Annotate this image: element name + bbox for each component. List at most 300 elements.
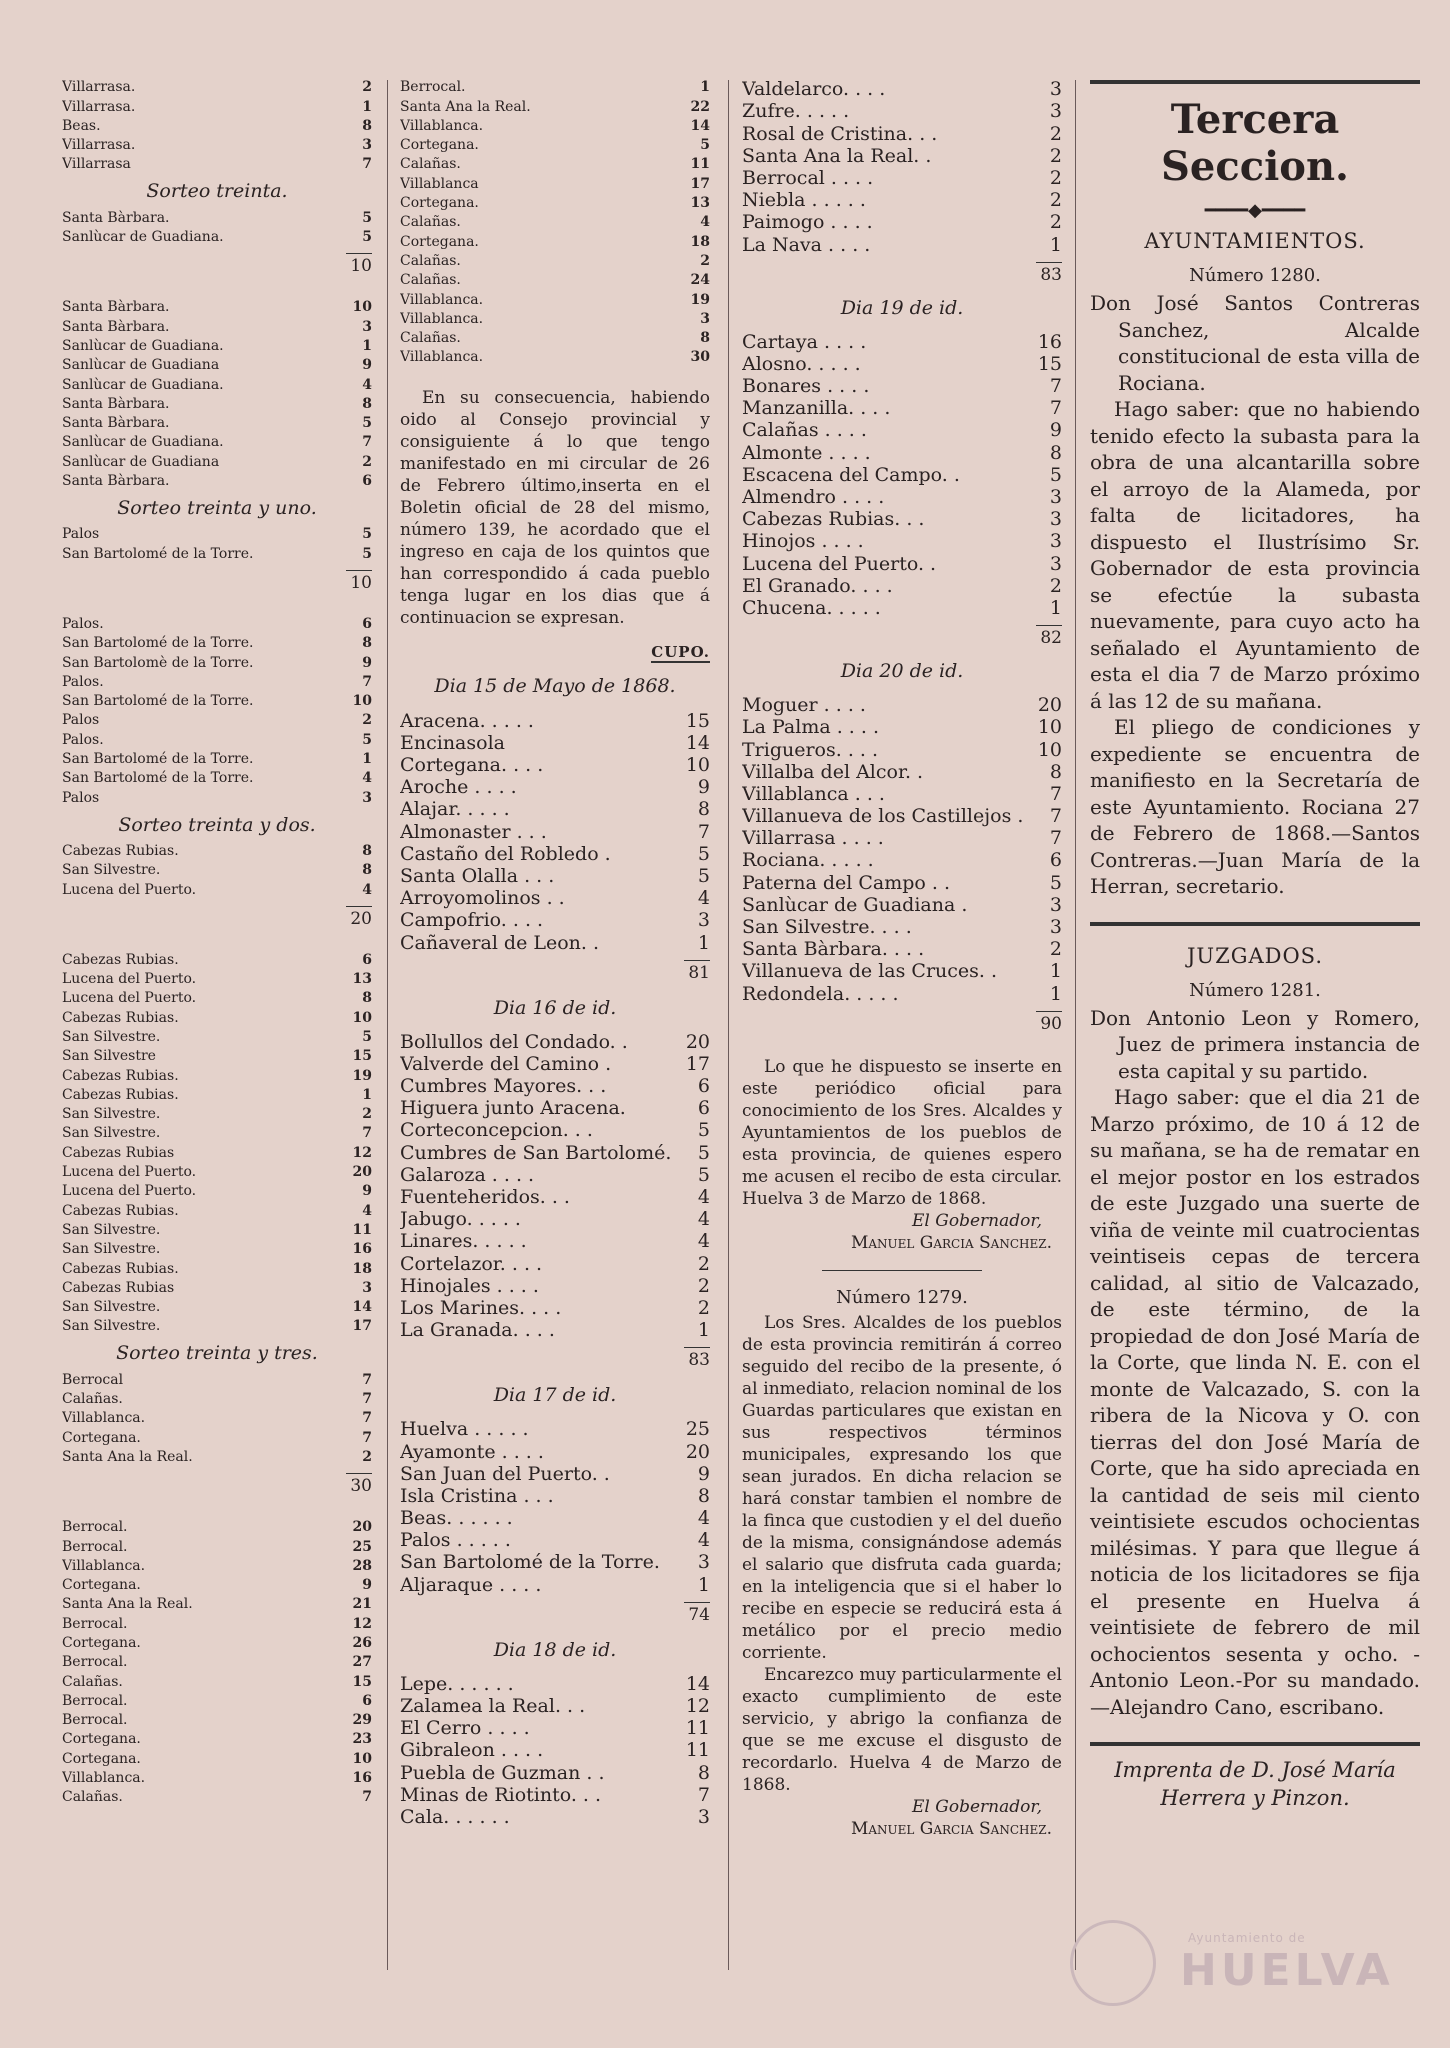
list-row <box>742 849 1062 871</box>
circular-paragraph: En su consecuencia, habiendo oido al Consejo provincial y consiguiente á lo que tengo manifestado en mi circular de 26 de Febrero último,inserta en el Boletin oficial de 28 del mismo, número 139, he acordado que el ingreso en caja de los quintos que han correspondido á cada pueblo tenga lugar en los dias que á continuacion se expresan. <box>400 388 710 629</box>
list-row <box>62 1537 372 1556</box>
draft-number: 24 <box>690 272 710 289</box>
place-name: Villablanca. <box>400 349 484 366</box>
place-name: Berrocal. <box>62 1692 128 1709</box>
draft-number: 25 <box>685 1418 710 1441</box>
list-row <box>62 208 372 227</box>
list-row <box>400 97 710 116</box>
draft-number: 7 <box>362 1391 372 1408</box>
place-name: Villablanca. <box>62 1557 146 1574</box>
draft-number: 2 <box>362 1106 372 1123</box>
list-row <box>62 337 372 356</box>
place-name: Castaño del Robledo . <box>400 842 611 865</box>
list-row <box>400 174 710 193</box>
draft-number: 2 <box>1049 189 1062 212</box>
draft-number: 13 <box>352 971 372 988</box>
draft-number: 6 <box>362 1692 372 1709</box>
list-row <box>62 1576 372 1595</box>
draft-number: 8 <box>1049 760 1062 783</box>
place-name: Santa Ana la Real. <box>62 1448 193 1465</box>
place-name: Santa Bàrbara. . . . <box>742 938 925 961</box>
draft-number: 9 <box>697 1462 710 1485</box>
place-name: Higuera junto Aracena. <box>400 1097 626 1120</box>
group-total <box>400 1596 710 1625</box>
place-name: Beas. . . . . . <box>400 1507 513 1530</box>
list-row <box>400 78 710 97</box>
place-name: Calañas. <box>400 156 461 173</box>
place-name: El Cerro . . . . <box>400 1717 530 1740</box>
draft-number: 20 <box>352 1519 372 1536</box>
place-name: Cala. . . . . . <box>400 1805 510 1828</box>
list-row <box>62 317 372 336</box>
list-row <box>400 290 710 309</box>
list-row <box>62 433 372 452</box>
notice-body: Los Sres. Alcaldes de los pueblos de esta provincia remitirán á correo seguido del recibo de la presente, ó al inmediato, relacion nominal de los Guardas particulares que existan en sus respectivos términos municipales, expresando los que sean jurados. En dicha relacion se hará constar tambien el nombre de la finca que custodien y el del dueño de la misma, consignándose además el salario que disfruta cada guarda; en la inteligencia que si el haber lo recibe en especie se reducirá esta á metálico por el precio medio corriente. <box>742 1312 1062 1663</box>
list-row <box>742 960 1062 982</box>
place-name: Sanlùcar de Guadiana. <box>62 337 224 354</box>
place-name: Cartaya . . . . <box>742 330 867 353</box>
draft-number: 8 <box>697 1761 710 1784</box>
list-row <box>62 1692 372 1711</box>
place-name: La Nava . . . . <box>742 233 871 256</box>
list-row <box>62 1370 372 1389</box>
place-name: Linares. . . . . <box>400 1230 527 1253</box>
draft-number: 7 <box>362 1410 372 1427</box>
place-name: Calañas . . . . <box>742 419 867 442</box>
place-name: Calañas. <box>62 1391 123 1408</box>
day-list <box>400 709 710 953</box>
list-row <box>742 530 1062 552</box>
list-row <box>742 211 1062 233</box>
place-name: Villablanca. <box>400 117 484 134</box>
list-row <box>400 1551 710 1573</box>
place-name: San Silvestre. <box>62 1318 161 1335</box>
day-list <box>742 78 1062 256</box>
place-name: Chucena. . . . . <box>742 596 881 619</box>
draft-number: 5 <box>1049 871 1062 894</box>
watermark-text: HUELVA <box>1180 1945 1394 1996</box>
list-row <box>62 1711 372 1730</box>
draft-number: 10 <box>352 299 372 316</box>
place-name: Calañas. <box>400 272 461 289</box>
list-row <box>742 827 1062 849</box>
draft-number: 14 <box>685 1672 710 1695</box>
draft-number: 20 <box>685 1030 710 1053</box>
place-name: Villalba del Alcor. . <box>742 760 924 783</box>
list-row <box>62 452 372 471</box>
place-name: Gibraleon . . . . <box>400 1739 544 1762</box>
day-list <box>742 331 1062 619</box>
draft-number: 23 <box>352 1731 372 1748</box>
list-row <box>742 464 1062 486</box>
draft-number: 4 <box>362 770 372 787</box>
notice-body: Encarezco muy particularmente el exacto cumplimiento de este servicio, y abrigo la confianza de que se me excuse el disgusto de recordarlo. Huelva 4 de Marzo de 1868. <box>742 1664 1062 1795</box>
list-row <box>62 1409 372 1428</box>
notice-body: Hago saber: que el dia 21 de Marzo próximo, de 10 á 12 de su mañana, se ha de rematar en el mejor postor en los estrados de este Juzgado una suerte de viña de veinte mil cuatrocientas veintiseis cepas de tercera calidad, al sitio de Valcazado, de este término, de la propiedad de don José María de la Corte, que linda N. E. con el monte de Valcazado, S. con la ribera de la Nicova y O. con tierras del don José María de Corte, que ha sido apreciada en la cantidad de seis mil ciento veintisiete escudos ochocientas milésimas. Y para que llegue á noticia de los licitadores se fija el presente en Huelva á veintisiete de febrero de mil ochocientos sesenta y ocho. -Antonio Leon.-Por su mandado.—Alejandro Cano, escribano. <box>1090 1085 1420 1719</box>
draft-number: 7 <box>697 1783 710 1806</box>
list-row <box>400 1806 710 1828</box>
draft-number: 5 <box>362 415 372 432</box>
list-row <box>62 1749 372 1768</box>
place-name: Galaroza . . . . <box>400 1163 535 1186</box>
draft-number: 28 <box>352 1557 372 1574</box>
list-row <box>62 880 372 899</box>
place-name: Palos <box>62 789 100 806</box>
list-row <box>62 788 372 807</box>
place-name: Redondela. . . . . <box>742 982 899 1005</box>
draft-number: 4 <box>697 1208 710 1231</box>
draft-number: 9 <box>362 1577 372 1594</box>
place-name: Cortegana. <box>400 195 479 212</box>
signature-name: Manuel Garcia Sanchez. <box>850 1232 1052 1253</box>
list-row <box>400 213 710 232</box>
draft-number: 4 <box>362 376 372 393</box>
list-row <box>62 525 372 544</box>
list-row <box>400 310 710 329</box>
list-row <box>400 1275 710 1297</box>
list-row <box>742 145 1062 167</box>
place-name: San Bartolomé de la Torre. <box>62 770 254 787</box>
draft-number: 5 <box>697 1119 710 1142</box>
place-name: Encinasola <box>400 731 505 754</box>
draft-number: 20 <box>352 1164 372 1181</box>
list-row <box>62 1557 372 1576</box>
draft-number: 3 <box>1049 78 1062 101</box>
draft-number: 5 <box>362 545 372 562</box>
draft-number: 1 <box>362 1086 372 1103</box>
place-name: Sanlùcar de Guadiana. <box>62 376 224 393</box>
draft-number: 1 <box>1049 596 1062 619</box>
list-row <box>400 1739 710 1761</box>
list-row <box>62 1028 372 1047</box>
place-name: San Silvestre. <box>62 1299 161 1316</box>
place-name: Santa Ana la Real. . <box>742 144 932 167</box>
notice-header: Don José Santos Contreras Sanchez, Alcalde constitucional de esta villa de Rociana. <box>1090 291 1420 395</box>
draft-number: 1 <box>700 79 710 96</box>
group-total <box>742 256 1062 285</box>
draft-continuation <box>400 78 710 367</box>
draft-number: 1 <box>362 98 372 115</box>
list-row <box>742 894 1062 916</box>
total-value: 20 <box>346 906 372 929</box>
place-name: Lucena del Puerto. <box>62 1183 197 1200</box>
place-name: Santa Bàrbara. <box>62 299 170 316</box>
draft-number: 3 <box>362 789 372 806</box>
place-name: Palos <box>62 712 100 729</box>
draft-number: 2 <box>697 1296 710 1319</box>
total-value: 81 <box>684 960 710 983</box>
draft-number: 15 <box>352 1673 372 1690</box>
list-row <box>400 271 710 290</box>
draft-number: 20 <box>1037 694 1062 717</box>
draft-number: 3 <box>362 318 372 335</box>
place-name: Villablanca. <box>400 291 484 308</box>
place-name: Berrocal. <box>400 79 466 96</box>
draft-number: 16 <box>352 1241 372 1258</box>
draft-number: 8 <box>1049 441 1062 464</box>
column-divider <box>728 80 729 1970</box>
list-row <box>400 1252 710 1274</box>
total-value: 10 <box>346 570 372 593</box>
list-row <box>400 1784 710 1806</box>
list-row <box>62 228 372 247</box>
list-row <box>742 419 1062 441</box>
draft-number: 3 <box>697 1805 710 1828</box>
draft-number: 1 <box>362 751 372 768</box>
section-rule <box>1090 80 1420 84</box>
place-name: Cabezas Rubias <box>62 1279 175 1296</box>
place-name: San Bartolomé de la Torre. <box>62 693 254 710</box>
list-row <box>62 117 372 136</box>
place-name: Calañas. <box>400 252 461 269</box>
draft-number: 7 <box>362 434 372 451</box>
list-row <box>62 1298 372 1317</box>
place-name: Alajar. . . . . <box>400 798 510 821</box>
draft-number: 1 <box>1049 233 1062 256</box>
draft-number: 7 <box>697 820 710 843</box>
draft-number: 1 <box>697 1319 710 1342</box>
draft-number: 12 <box>352 1615 372 1632</box>
place-name: Palos . . . . . <box>400 1529 511 1552</box>
list-row <box>400 1463 710 1485</box>
list-row <box>742 938 1062 960</box>
place-name: Rosal de Cristina. . . <box>742 122 938 145</box>
list-row <box>742 397 1062 419</box>
list-row <box>400 1319 710 1341</box>
place-name: Berrocal. <box>62 1519 128 1536</box>
list-row <box>400 252 710 271</box>
list-row <box>62 136 372 155</box>
list-row <box>62 356 372 375</box>
draft-number: 3 <box>700 310 710 327</box>
notice-number: Número 1281. <box>1189 979 1321 1001</box>
spacer <box>62 929 372 951</box>
draft-number: 29 <box>352 1712 372 1729</box>
place-name: Zufre. . . . . <box>742 100 850 123</box>
draft-number: 11 <box>685 1717 710 1740</box>
draft-number: 14 <box>690 117 710 134</box>
list-row <box>742 233 1062 255</box>
place-name: Lucena del Puerto. <box>62 1164 197 1181</box>
list-row <box>62 97 372 116</box>
place-name: Huelva . . . . . <box>400 1418 529 1441</box>
place-name: Cabezas Rubias. <box>62 1067 179 1084</box>
juzgados-heading: JUZGADOS. <box>1186 943 1323 968</box>
list-row <box>400 1141 710 1163</box>
draft-number: 15 <box>352 1048 372 1065</box>
column-divider <box>387 80 388 1970</box>
day-list <box>400 1673 710 1828</box>
place-name: Berrocal. <box>62 1712 128 1729</box>
list-row <box>742 331 1062 353</box>
place-name: Corteconcepcion. . . <box>400 1119 593 1142</box>
draft-number: 4 <box>700 214 710 231</box>
place-name: Santa Ana la Real. <box>62 1596 193 1613</box>
place-name: Alosno. . . . . <box>742 352 861 375</box>
draft-number: 8 <box>362 395 372 412</box>
place-name: Lepe. . . . . . <box>400 1672 514 1695</box>
list-row <box>62 1614 372 1633</box>
list-row <box>62 730 372 749</box>
list-row <box>62 1221 372 1240</box>
day-heading: Dia 15 de Mayo de 1868. <box>434 675 676 698</box>
draft-number: 7 <box>1049 805 1062 828</box>
signature-role: El Gobernador, <box>912 1796 1042 1817</box>
list-row <box>742 552 1062 574</box>
list-row <box>742 441 1062 463</box>
group-total <box>400 954 710 983</box>
place-name: Los Marines. . . . <box>400 1296 562 1319</box>
imprint-line: Herrera y Pinzon. <box>1160 1786 1350 1810</box>
draft-number: 1 <box>697 931 710 954</box>
place-name: Villanueva de las Cruces. . <box>742 960 998 983</box>
draft-number: 2 <box>1049 574 1062 597</box>
place-name: Villablanca . . . <box>742 782 885 805</box>
ayuntamientos-heading: AYUNTAMIENTOS. <box>1144 229 1366 253</box>
list-row <box>62 1066 372 1085</box>
list-row <box>400 1075 710 1097</box>
draft-number: 17 <box>352 1318 372 1335</box>
place-name: Cortegana. <box>62 1635 141 1651</box>
list-row <box>400 732 710 754</box>
list-row <box>400 909 710 931</box>
draft-number: 11 <box>352 1221 372 1238</box>
place-name: Bollullos del Condado. . <box>400 1030 628 1053</box>
list-row <box>62 1788 372 1807</box>
draft-number: 5 <box>697 1163 710 1186</box>
list-row <box>400 1097 710 1119</box>
draft-number: 7 <box>1049 375 1062 398</box>
place-name: Santa Bàrbara. <box>62 473 170 490</box>
column-2-cupo-list <box>400 78 710 1828</box>
list-row <box>62 615 372 634</box>
draft-number: 2 <box>1049 938 1062 961</box>
list-row <box>62 1105 372 1124</box>
list-row <box>400 1053 710 1075</box>
list-row <box>62 1143 372 1162</box>
place-name: Cabezas Rubias. <box>62 1009 179 1026</box>
place-name: San Silvestre. <box>62 1241 161 1258</box>
list-row <box>62 769 372 788</box>
place-name: Villarrasa. <box>62 79 136 96</box>
place-name: La Granada. . . . <box>400 1319 555 1342</box>
day-list <box>400 1418 710 1596</box>
draft-number: 19 <box>690 291 710 308</box>
total-value: 90 <box>1036 1011 1062 1034</box>
place-name: San Bartolomé de la Torre. <box>62 545 254 562</box>
draft-number: 4 <box>697 1230 710 1253</box>
total-value: 30 <box>346 1473 372 1496</box>
draft-number: 8 <box>700 330 710 347</box>
draft-number: 17 <box>685 1052 710 1075</box>
place-name: Santa Bàrbara. <box>62 209 170 226</box>
place-name: Cortelazor. . . . <box>400 1252 543 1275</box>
place-name: Almonte . . . . <box>742 441 871 464</box>
section-rule <box>1090 1742 1420 1746</box>
place-name: Campofrio. . . . <box>400 909 544 932</box>
draft-number: 7 <box>362 1429 372 1446</box>
draft-number: 5 <box>1049 463 1062 486</box>
draft-number: 3 <box>1049 486 1062 508</box>
place-name: Escacena del Campo. . <box>742 463 960 486</box>
list-row <box>400 1164 710 1186</box>
draft-number: 10 <box>352 1009 372 1026</box>
draft-number: 10 <box>685 754 710 777</box>
list-row <box>742 716 1062 738</box>
place-name: San Bartolomè de la Torre. <box>62 654 254 671</box>
place-name: San Silvestre. . . . <box>742 916 912 938</box>
total-value: 82 <box>1036 625 1062 648</box>
draft-number: 10 <box>352 1750 372 1767</box>
place-name: Paterna del Campo . . <box>742 871 950 894</box>
draft-number: 3 <box>1049 552 1062 575</box>
place-name: Cortegana. <box>400 137 479 154</box>
place-name: Villarrasa. <box>62 98 136 115</box>
draft-number: 3 <box>1049 916 1062 938</box>
draft-number: 16 <box>1037 330 1062 353</box>
list-row <box>400 1418 710 1440</box>
draft-number: 13 <box>690 195 710 212</box>
draft-number: 6 <box>362 473 372 490</box>
place-name: Beas. <box>62 117 101 134</box>
place-name: San Juan del Puerto. . <box>400 1462 610 1485</box>
list-row <box>62 1428 372 1447</box>
list-row <box>742 78 1062 100</box>
place-name: Bonares . . . . <box>742 375 870 398</box>
spacer <box>62 276 372 298</box>
draft-number: 20 <box>685 1440 710 1463</box>
place-name: Lucena del Puerto. <box>62 881 197 898</box>
list-row <box>742 982 1062 1004</box>
place-name: Berrocal. <box>62 1538 128 1555</box>
list-row <box>400 1440 710 1462</box>
draft-number: 5 <box>697 842 710 865</box>
draft-number: 2 <box>362 79 372 96</box>
list-row <box>62 414 372 433</box>
place-name: Valdelarco. . . . <box>742 78 886 101</box>
sorteo-heading: Sorteo treinta y uno. <box>117 497 317 520</box>
draft-number: 18 <box>690 233 710 250</box>
draft-number: 2 <box>362 712 372 729</box>
draft-number: 5 <box>697 1141 710 1164</box>
draft-number: 2 <box>697 1274 710 1297</box>
place-name: San Silvestre. <box>62 1028 161 1045</box>
draft-number: 27 <box>352 1654 372 1671</box>
place-name: Santa Bàrbara. <box>62 318 170 335</box>
draft-number: 17 <box>690 175 710 192</box>
place-name: Moguer . . . . <box>742 694 866 717</box>
draft-number: 5 <box>362 1028 372 1045</box>
place-name: Villarrasa <box>62 156 131 173</box>
place-name: Palos. <box>62 731 104 748</box>
place-name: San Silvestre. <box>62 1221 161 1238</box>
list-row <box>62 1163 372 1182</box>
place-name: Cabezas Rubias. <box>62 951 179 968</box>
list-row <box>742 353 1062 375</box>
draft-number: 5 <box>362 229 372 246</box>
list-row <box>400 348 710 367</box>
day-heading: Dia 19 de id. <box>840 296 964 319</box>
place-name: Lucena del Puerto. . <box>742 552 937 575</box>
list-row <box>400 1119 710 1141</box>
draft-number: 6 <box>362 951 372 968</box>
place-name: Paimogo . . . . <box>742 211 873 234</box>
list-row <box>62 155 372 174</box>
group-total <box>62 247 372 276</box>
draft-number: 7 <box>1049 782 1062 805</box>
group-total <box>62 564 372 593</box>
list-row <box>62 298 372 317</box>
